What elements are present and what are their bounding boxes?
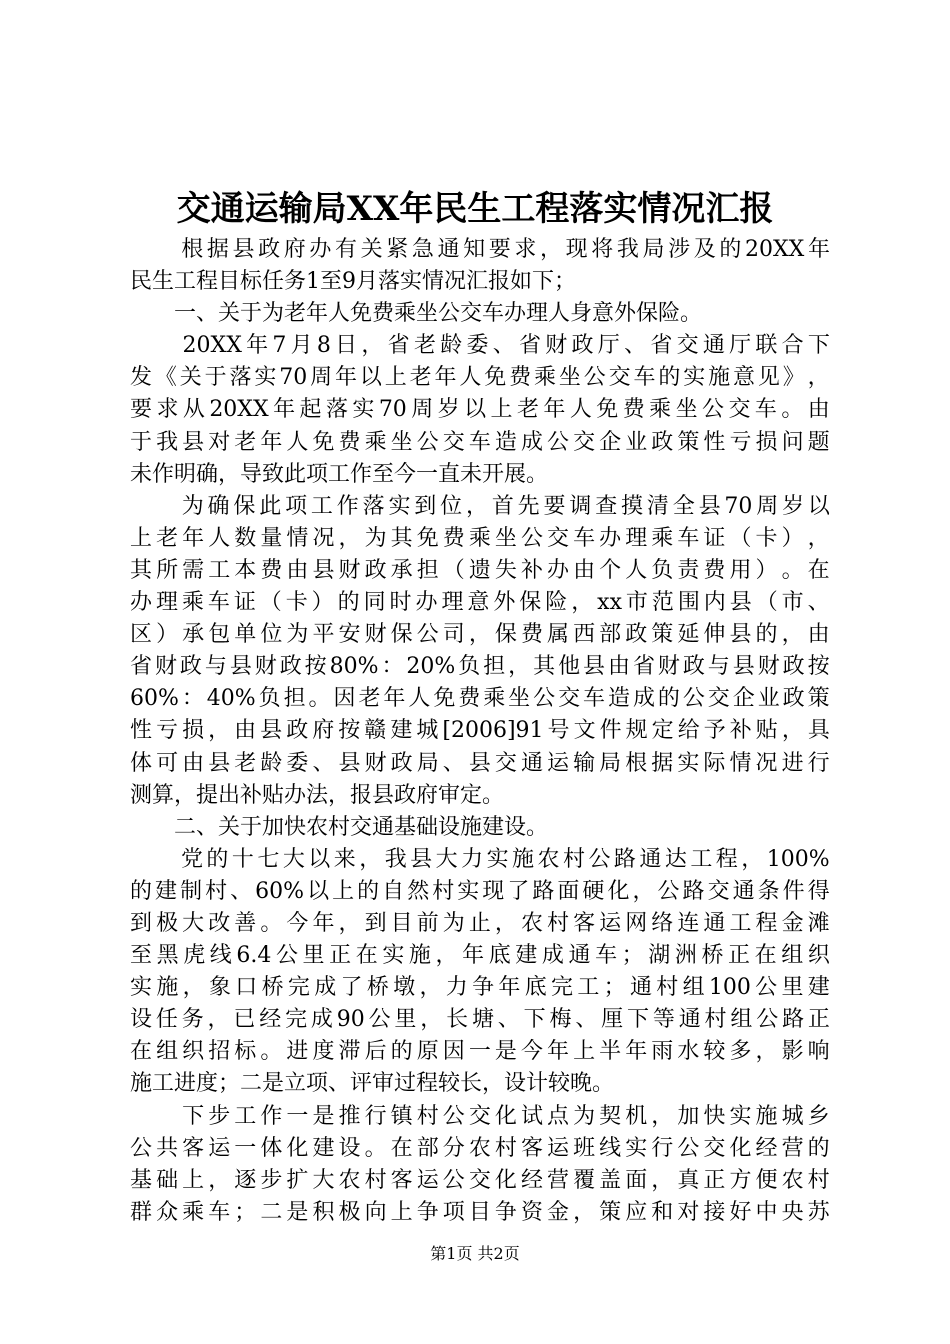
paragraph-line: 体 可 由 县 老 龄 委 、 县 财 政 局 、 县 交 通 运 输 局 根 据 实 际 情 况 进 行: [130, 750, 830, 776]
paragraph-line: 到 极 大 改 善 。 今 年 ， 到 目 前 为 止 ， 农 村 客 运 网 络 连 通 工 程 金 滩: [130, 910, 830, 936]
paragraph-line: 60% ： 40% 负 担 。 因 老 年 人 免 费 乘 坐 公 交 车 造 成 的 公 交 企 业 政 策: [130, 686, 830, 712]
paragraph-line: 下 步 工 作 一 是 推 行 镇 村 公 交 化 试 点 为 契 机 ， 加 快 实 施 城 乡: [182, 1103, 830, 1129]
paragraph-line: 于 我 县 对 老 年 人 免 费 乘 坐 公 交 车 造 成 公 交 企 业 政 策 性 亏 损 问 题: [130, 429, 830, 455]
paragraph-line: 党 的 十 七 大 以 来 ， 我 县 大 力 实 施 农 村 公 路 通 达 工 程 ， 100%: [180, 846, 830, 872]
paragraph-line: 发 《 关 于 落 实 70 周 年 以 上 老 年 人 免 费 乘 坐 公 交 车 的 实 施 意 见 》 ，: [130, 365, 830, 391]
paragraph-line: 为 确 保 此 项 工 作 落 实 到 位 ， 首 先 要 调 查 摸 清 全 县 70 周 岁 以: [181, 493, 830, 519]
paragraph-line: 测算，提出补贴办法，报县政府审定。: [130, 782, 505, 808]
paragraph-line: 施工进度；二是立项、评审过程较长，设计较晚。: [130, 1071, 615, 1097]
paragraph-line: 未作明确，导致此项工作至今一直未开展。: [130, 461, 549, 487]
paragraph-line: 至 黑 虎 线 6.4 公 里 正 在 实 施 ， 年 底 建 成 通 车 ； 湖 洲 桥 正 在 组 织: [130, 943, 830, 969]
paragraph-line: 的 建 制 村 、 60% 以 上 的 自 然 村 实 现 了 路 面 硬 化 ， 公 路 交 通 条 件 得: [130, 878, 830, 904]
paragraph-line: 在 组 织 招 标 。 进 度 滞 后 的 原 因 一 是 今 年 上 半 年 雨 水 较 多 ， 影 响: [130, 1039, 830, 1065]
paragraph-line: 上 老 年 人 数 量 情 况 ， 为 其 免 费 乘 坐 公 交 车 办 理 乘 车 证 （ 卡 ） ，: [130, 525, 830, 551]
paragraph-line: 群 众 乘 车 ； 二 是 积 极 向 上 争 项 目 争 资 金 ， 策 应 和 对 接 好 中 央 苏: [130, 1199, 830, 1225]
paragraph-line: 根 据 县 政 府 办 有 关 紧 急 通 知 要 求 ， 现 将 我 局 涉 及 的 20XX 年: [181, 237, 830, 262]
document-title: 交通运输局XX年民生工程落实情况汇报: [176, 189, 774, 229]
paragraph-line: 性 亏 损 ， 由 县 政 府 按 赣 建 城 [2006]91 号 文 件 规 定 给 予 补 贴 ， 具: [130, 718, 830, 744]
paragraph-line: 省 财 政 与 县 财 政 按 80% ： 20% 负 担 ， 其 他 县 由 省 财 政 与 县 财 政 按: [130, 654, 830, 680]
paragraph-line: 设 任 务 ， 已 经 完 成 90 公 里 ， 长 塘 、 下 梅 、 厘 下 等 通 村 组 公 路 正: [130, 1007, 830, 1033]
paragraph-line: 一、关于为老年人免费乘坐公交车办理人身意外保险。: [130, 301, 703, 327]
paragraph-line: 基 础 上 ， 逐 步 扩 大 农 村 客 运 公 交 化 经 营 覆 盖 面 ， 真 正 方 便 农 村: [130, 1167, 830, 1193]
paragraph-line: 区 ） 承 包 单 位 为 平 安 财 保 公 司 ， 保 费 属 西 部 政 策 延 伸 县 的 ， 由: [130, 622, 830, 648]
paragraph-line: 办 理 乘 车 证 （ 卡 ） 的 同 时 办 理 意 外 保 险 ， xx 市 范 围 内 县 （ 市 、: [130, 590, 830, 616]
paragraph-line: 民生工程目标任务1至9月落实情况汇报如下；: [130, 269, 576, 295]
page-footer: 第1页 共2页: [430, 1244, 520, 1263]
paragraph-line: 公 共 客 运 一 体 化 建 设 。 在 部 分 农 村 客 运 班 线 实 行 公 交 化 经 营 的: [130, 1135, 830, 1161]
paragraph-line: 二、关于加快农村交通基础设施建设。: [130, 814, 549, 840]
paragraph-line: 实 施 ， 象 口 桥 完 成 了 桥 墩 ， 力 争 年 底 完 工 ； 通 村 组 100 公 里 建: [130, 975, 830, 1001]
paragraph-line: 其 所 需 工 本 费 由 县 财 政 承 担 （ 遗 失 补 办 由 个 人 负 责 费 用 ） 。 在: [130, 557, 830, 583]
paragraph-line: 要 求 从 20XX 年 起 落 实 70 周 岁 以 上 老 年 人 免 费 乘 坐 公 交 车 。 由: [130, 397, 830, 423]
document-body: [130, 234, 830, 1229]
paragraph-line: 20XX 年 7 月 8 日 ， 省 老 龄 委 、 省 财 政 厅 、 省 交 通 厅 联 合 下: [182, 333, 830, 359]
